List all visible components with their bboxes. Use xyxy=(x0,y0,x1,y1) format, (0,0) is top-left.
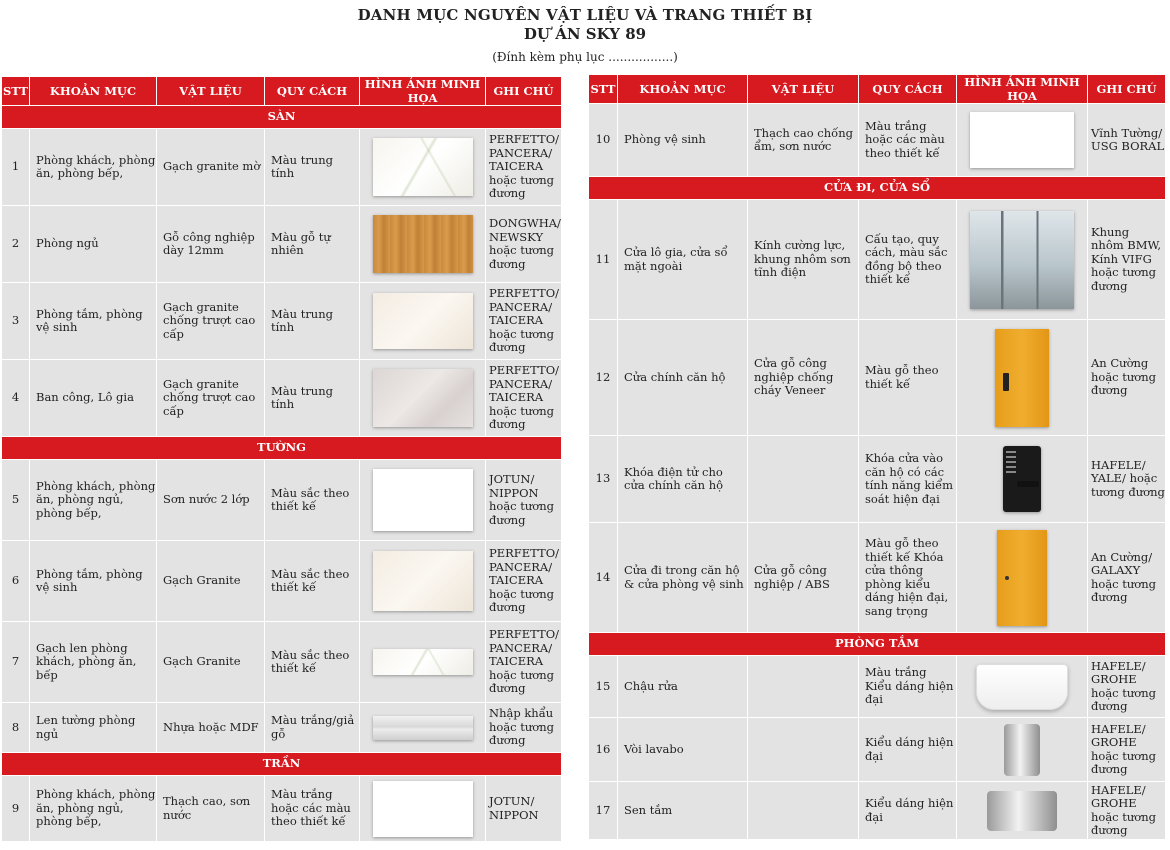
row-stt: 12 xyxy=(589,320,618,436)
row-note: PERFETTO/ PANCERA/ TAICERA hoặc tương đương xyxy=(486,283,562,360)
row-material: Thạch cao, sơn nước xyxy=(157,776,265,842)
row-stt: 8 xyxy=(2,703,30,753)
table-row xyxy=(2,129,562,206)
row-image-cell xyxy=(957,200,1088,320)
row-stt: 5 xyxy=(2,460,30,541)
row-material: Gạch Granite xyxy=(157,541,265,622)
table-row xyxy=(2,460,562,541)
row-material xyxy=(748,436,859,523)
row-image-cell xyxy=(957,718,1088,782)
row-image-cell xyxy=(360,703,486,753)
row-item: Gạch len phòng khách, phòng ăn, bếp xyxy=(30,622,157,703)
section-title: CỬA ĐI, CỬA SỔ xyxy=(589,177,1166,200)
row-spec: Màu trắng Kiểu dáng hiện đại xyxy=(859,656,957,718)
cream-tile-image xyxy=(373,293,473,349)
section-title: PHÒNG TẮM xyxy=(589,633,1166,656)
row-image-cell xyxy=(360,622,486,703)
col-stt: STT xyxy=(2,77,30,106)
row-item: Len tường phòng ngủ xyxy=(30,703,157,753)
row-image-cell xyxy=(360,541,486,622)
row-item: Cửa đi trong căn hộ & cửa phòng vệ sinh xyxy=(618,523,748,633)
row-spec: Màu sắc theo thiết kế xyxy=(265,460,360,541)
row-item: Phòng khách, phòng ăn, phòng bếp, xyxy=(30,129,157,206)
door-knob-icon xyxy=(1005,576,1009,580)
row-image-cell xyxy=(957,320,1088,436)
row-material xyxy=(748,656,859,718)
glass-window-image xyxy=(970,211,1074,309)
row-note: JOTUN/ NIPPON xyxy=(486,776,562,842)
row-spec: Màu trung tính xyxy=(265,283,360,360)
row-note: PERFETTO/ PANCERA/ TAICERA hoặc tương đương xyxy=(486,541,562,622)
row-material: Kính cường lực, khung nhôm sơn tĩnh điện xyxy=(748,200,859,320)
col-stt: STT xyxy=(589,75,618,104)
row-note: HAFELE/ YALE/ hoặc tương đương xyxy=(1088,436,1166,523)
light-marble-tile-image xyxy=(373,138,473,196)
title-line-2: DỰ ÁN SKY 89 xyxy=(523,25,647,43)
row-spec: Màu gỗ theo thiết kế Khóa cửa thông phòng kiểu dáng hiện đại, sang trọng xyxy=(859,523,957,633)
row-spec: Màu trung tính xyxy=(265,129,360,206)
table-row xyxy=(589,782,1166,840)
row-item: Sen tắm xyxy=(618,782,748,840)
row-material: Cửa gỗ công nghiệp / ABS xyxy=(748,523,859,633)
row-material: Cửa gỗ công nghiệp chống cháy Veneer xyxy=(748,320,859,436)
row-item: Vòi lavabo xyxy=(618,718,748,782)
row-image-cell xyxy=(360,283,486,360)
white-ceiling-image xyxy=(970,112,1074,168)
col-material: VẬT LIỆU xyxy=(748,75,859,104)
title-line-1: DANH MỤC NGUYÊN VẬT LIỆU VÀ TRANG THIẾT BỊ xyxy=(357,6,813,24)
main-door-image xyxy=(995,329,1049,427)
row-stt: 7 xyxy=(2,622,30,703)
row-material: Sơn nước 2 lớp xyxy=(157,460,265,541)
row-note: PERFETTO/ PANCERA/ TAICERA hoặc tương đương xyxy=(486,129,562,206)
row-material: Thạch cao chống ẩm, sơn nước xyxy=(748,104,859,177)
row-item: Cửa lô gia, cửa sổ mặt ngoài xyxy=(618,200,748,320)
row-item: Phòng ngủ xyxy=(30,206,157,283)
row-material: Gỗ công nghiệp dày 12mm xyxy=(157,206,265,283)
col-image: HÌNH ẢNH MINH HỌA xyxy=(957,75,1088,104)
row-stt: 17 xyxy=(589,782,618,840)
row-material: Gạch Granite xyxy=(157,622,265,703)
row-image-cell xyxy=(360,460,486,541)
row-item: Phòng tắm, phòng vệ sinh xyxy=(30,283,157,360)
row-note: DONGWHA/ NEWSKY hoặc tương đương xyxy=(486,206,562,283)
row-note: HAFELE/ GROHE hoặc tương đương xyxy=(1088,782,1166,840)
section-title: SÀN xyxy=(2,106,562,129)
row-spec: Màu sắc theo thiết kế xyxy=(265,622,360,703)
table-row xyxy=(2,541,562,622)
table-header-row xyxy=(589,75,1166,104)
row-note: An Cường hoặc tương đương xyxy=(1088,320,1166,436)
row-spec: Màu trắng hoặc các màu theo thiết kế xyxy=(265,776,360,842)
table-row xyxy=(2,283,562,360)
row-image-cell xyxy=(360,206,486,283)
row-material: Nhựa hoặc MDF xyxy=(157,703,265,753)
shower-image xyxy=(987,791,1057,831)
white-ceiling-image xyxy=(373,781,473,837)
table-row xyxy=(589,320,1166,436)
col-spec: QUY CÁCH xyxy=(859,75,957,104)
skirting-tile-image xyxy=(373,649,473,675)
row-item: Phòng vệ sinh xyxy=(618,104,748,177)
row-spec: Khóa cửa vào căn hộ có các tính năng kiểm soát hiện đại xyxy=(859,436,957,523)
row-material: Gạch granite mờ xyxy=(157,129,265,206)
row-stt: 13 xyxy=(589,436,618,523)
door-handle-icon xyxy=(1003,373,1009,391)
skirting-board-image xyxy=(373,716,473,740)
section-row-wall xyxy=(2,437,562,460)
row-stt: 3 xyxy=(2,283,30,360)
table-row xyxy=(589,656,1166,718)
row-material xyxy=(748,782,859,840)
row-stt: 10 xyxy=(589,104,618,177)
row-stt: 1 xyxy=(2,129,30,206)
section-title: TRẦN xyxy=(2,753,562,776)
section-row-ceiling xyxy=(2,753,562,776)
row-stt: 15 xyxy=(589,656,618,718)
row-spec: Màu gỗ theo thiết kế xyxy=(859,320,957,436)
row-spec: Màu trung tính xyxy=(265,360,360,437)
row-material xyxy=(748,718,859,782)
table-row xyxy=(589,436,1166,523)
row-spec: Kiểu dáng hiện đại xyxy=(859,782,957,840)
col-item: KHOẢN MỤC xyxy=(618,75,748,104)
col-item: KHOẢN MỤC xyxy=(30,77,157,106)
table-row xyxy=(589,523,1166,633)
row-item: Chậu rửa xyxy=(618,656,748,718)
row-spec: Màu trắng hoặc các màu theo thiết kế xyxy=(859,104,957,177)
row-image-cell xyxy=(957,782,1088,840)
row-material: Gạch granite chống trượt cao cấp xyxy=(157,360,265,437)
section-row-bathroom xyxy=(589,633,1166,656)
row-item: Phòng khách, phòng ăn, phòng ngủ, phòng bếp, xyxy=(30,776,157,842)
row-image-cell xyxy=(360,360,486,437)
row-stt: 4 xyxy=(2,360,30,437)
row-image-cell xyxy=(957,656,1088,718)
row-note: JOTUN/ NIPPON hoặc tương đương xyxy=(486,460,562,541)
table-row xyxy=(2,206,562,283)
row-material: Gạch granite chống trượt cao cấp xyxy=(157,283,265,360)
col-note: GHI CHÚ xyxy=(486,77,562,106)
row-spec: Màu trắng/giả gỗ xyxy=(265,703,360,753)
row-image-cell xyxy=(957,436,1088,523)
row-note: PERFETTO/ PANCERA/ TAICERA hoặc tương đương xyxy=(486,622,562,703)
row-item: Phòng khách, phòng ăn, phòng ngủ, phòng bếp, xyxy=(30,460,157,541)
wood-floor-image xyxy=(373,215,473,273)
table-row xyxy=(2,703,562,753)
row-image-cell xyxy=(957,104,1088,177)
white-paint-image xyxy=(373,469,473,531)
table-row xyxy=(2,622,562,703)
table-row xyxy=(589,718,1166,782)
materials-table-left xyxy=(2,77,562,842)
col-image: HÌNH ẢNH MINH HỌA xyxy=(360,77,486,106)
faucet-image xyxy=(1004,724,1040,776)
row-image-cell xyxy=(360,776,486,842)
section-row-doors xyxy=(589,177,1166,200)
col-spec: QUY CÁCH xyxy=(265,77,360,106)
row-stt: 14 xyxy=(589,523,618,633)
row-spec: Màu gỗ tự nhiên xyxy=(265,206,360,283)
row-note: Khung nhôm BMW, Kính VIFG hoặc tương đương xyxy=(1088,200,1166,320)
table-header-row xyxy=(2,77,562,106)
table-row xyxy=(589,104,1166,177)
table-row xyxy=(2,360,562,437)
row-note: HAFELE/ GROHE hoặc tương đương xyxy=(1088,656,1166,718)
digital-lock-image xyxy=(1003,446,1041,512)
row-item: Khóa điện tử cho cửa chính căn hộ xyxy=(618,436,748,523)
section-title: TƯỜNG xyxy=(2,437,562,460)
table-row xyxy=(589,200,1166,320)
row-spec: Màu sắc theo thiết kế xyxy=(265,541,360,622)
table-row xyxy=(2,776,562,842)
row-spec: Kiểu dáng hiện đại xyxy=(859,718,957,782)
col-note: GHI CHÚ xyxy=(1088,75,1166,104)
row-item: Cửa chính căn hộ xyxy=(618,320,748,436)
keypad-icon xyxy=(1006,451,1016,473)
cream-tile-image xyxy=(373,551,473,611)
row-note: An Cường/ GALAXY hoặc tương đương xyxy=(1088,523,1166,633)
row-stt: 2 xyxy=(2,206,30,283)
section-row-floor xyxy=(2,106,562,129)
materials-table-right xyxy=(589,75,1166,840)
row-stt: 16 xyxy=(589,718,618,782)
row-item: Ban công, Lô gia xyxy=(30,360,157,437)
lever-icon xyxy=(1017,481,1039,487)
sink-image xyxy=(976,664,1068,710)
row-note: HAFELE/ GROHE hoặc tương đương xyxy=(1088,718,1166,782)
row-stt: 6 xyxy=(2,541,30,622)
interior-door-image xyxy=(997,530,1047,626)
row-note: PERFETTO/ PANCERA/ TAICERA hoặc tương đương xyxy=(486,360,562,437)
subtitle: (Đính kèm phụ lục .................) xyxy=(492,50,678,64)
grey-marble-tile-image xyxy=(373,369,473,427)
row-image-cell xyxy=(360,129,486,206)
row-image-cell xyxy=(957,523,1088,633)
row-spec: Cấu tạo, quy cách, màu sắc đồng bộ theo thiết kế xyxy=(859,200,957,320)
row-note: Nhập khẩu hoặc tương đương xyxy=(486,703,562,753)
row-item: Phòng tắm, phòng vệ sinh xyxy=(30,541,157,622)
row-note: Vĩnh Tường/ USG BORAL xyxy=(1088,104,1166,177)
col-material: VẬT LIỆU xyxy=(157,77,265,106)
row-stt: 9 xyxy=(2,776,30,842)
row-stt: 11 xyxy=(589,200,618,320)
